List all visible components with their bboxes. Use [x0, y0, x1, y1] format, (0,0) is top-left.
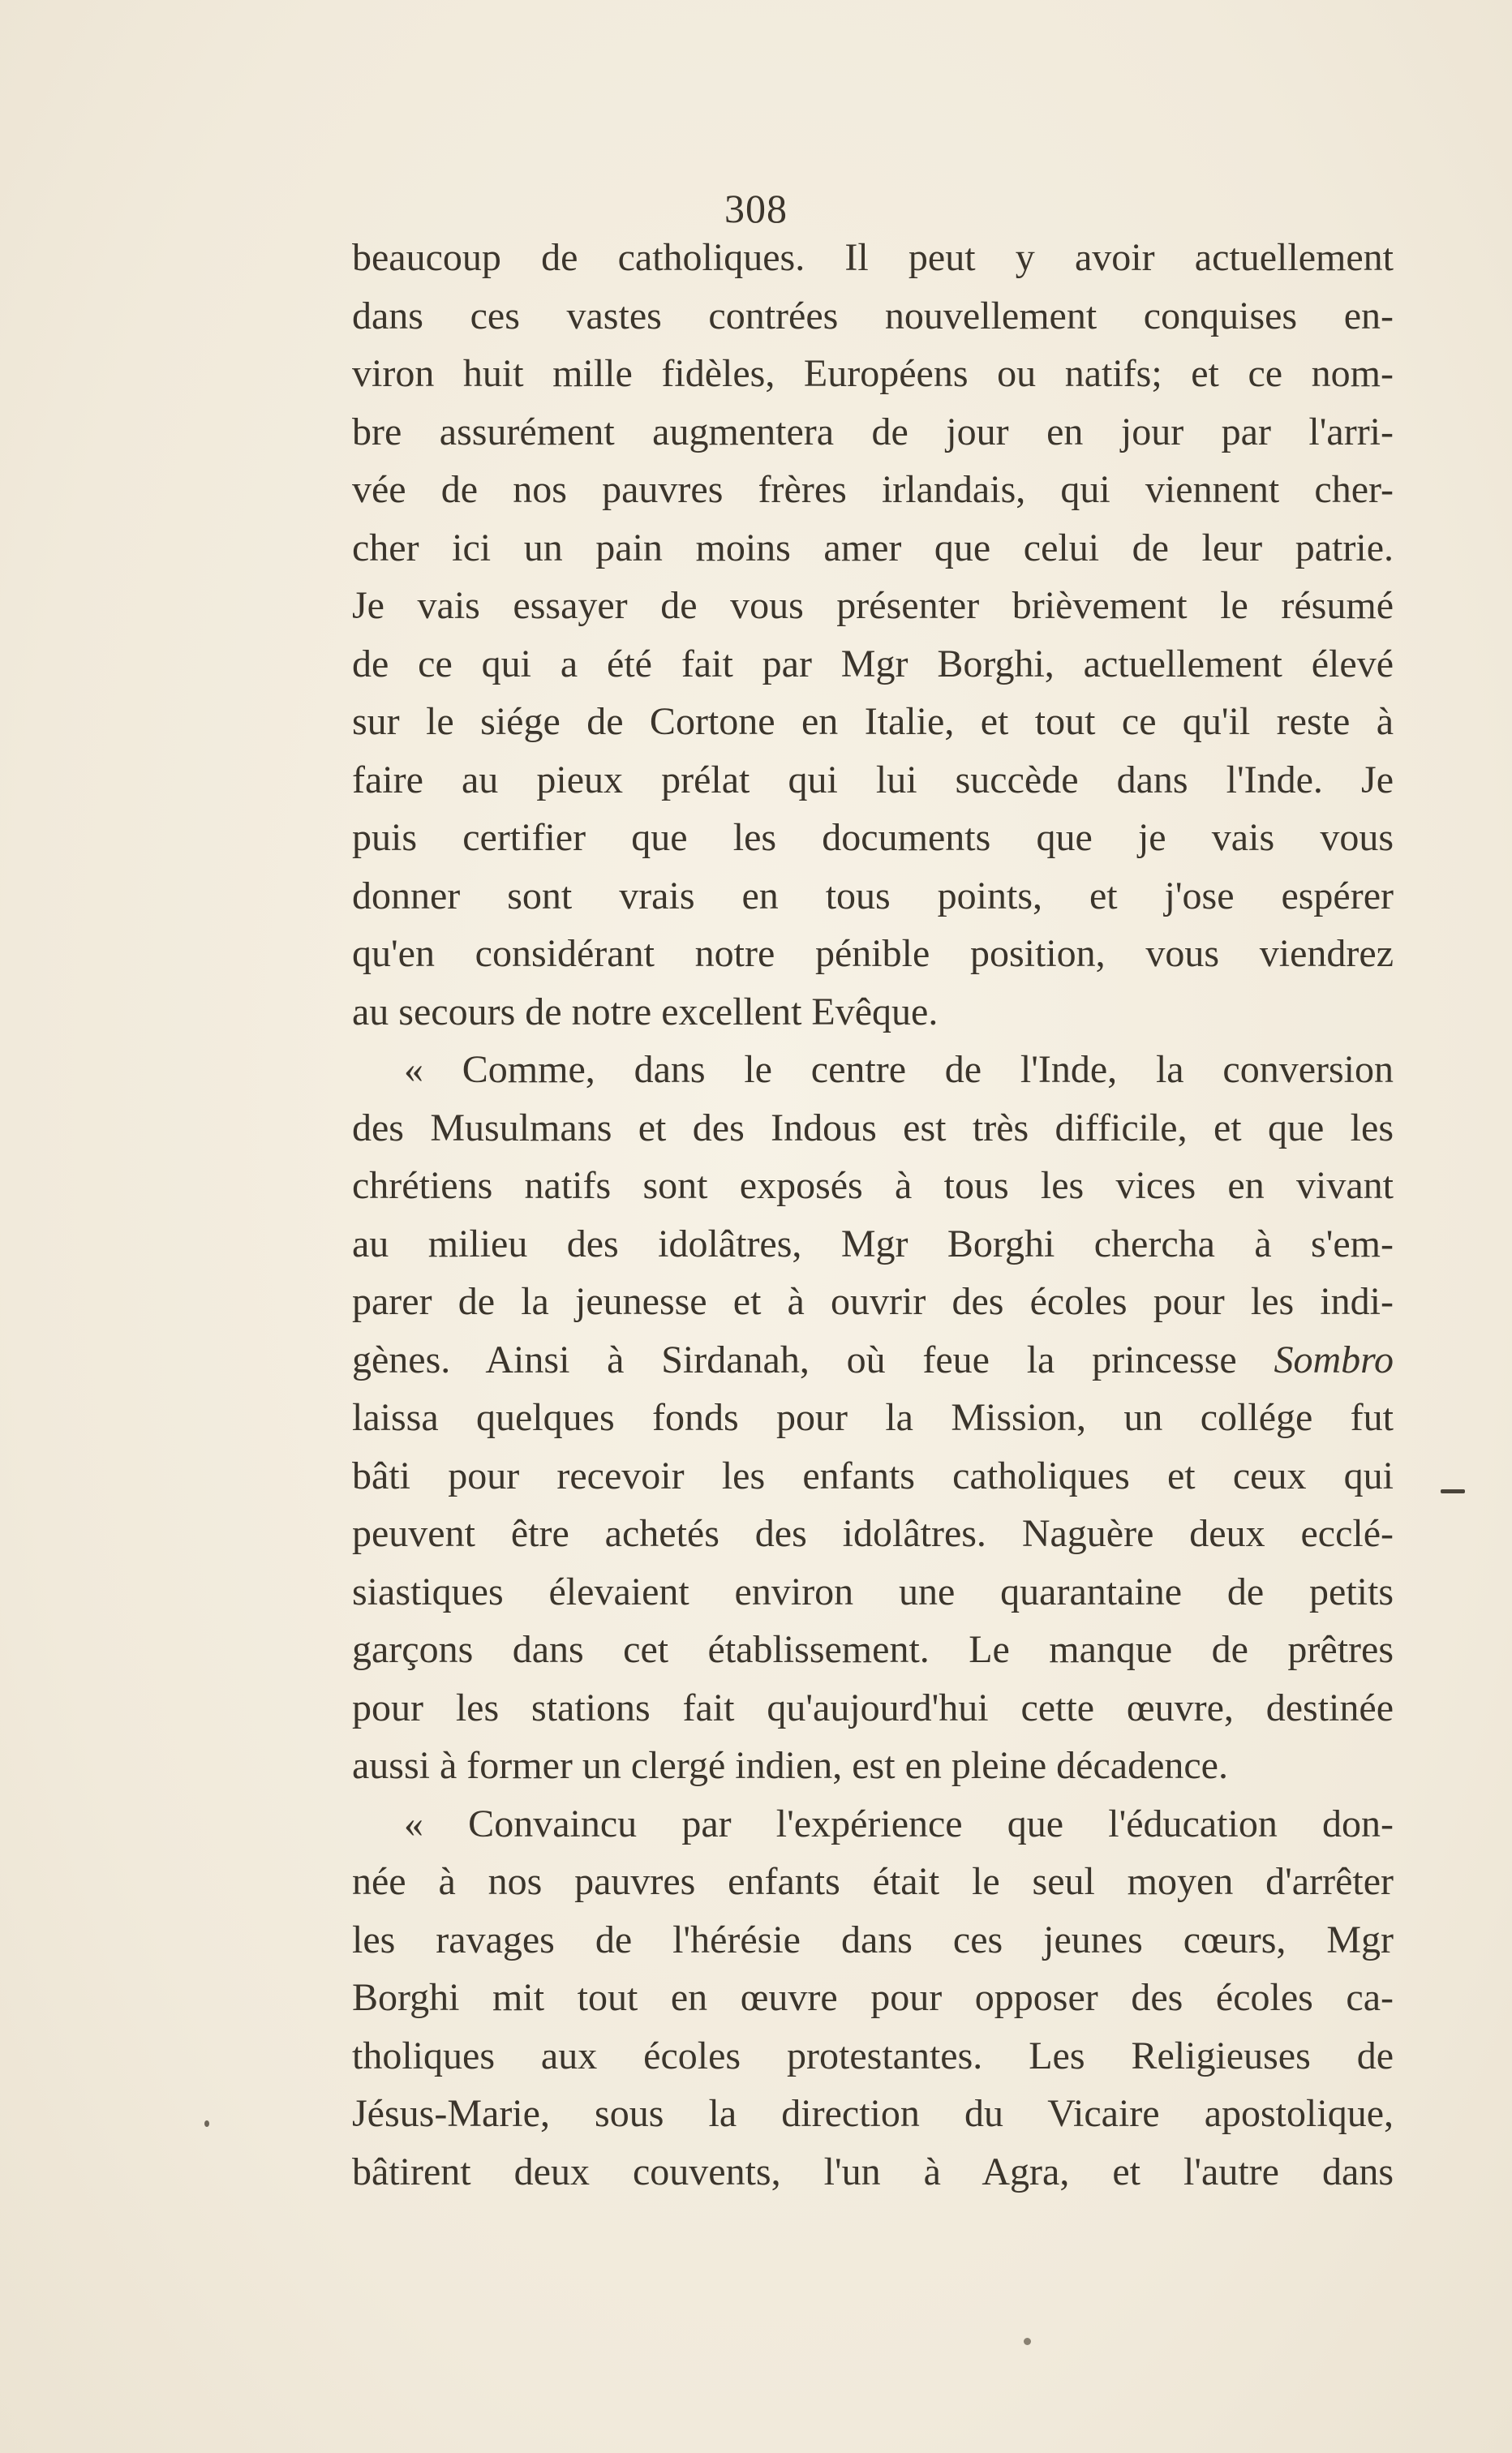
text-line: de ce qui a été fait par Mgr Borghi, actuellement élevé — [352, 642, 1394, 685]
text-line: siastiques élevaient environ une quarantaine de petits — [352, 1570, 1394, 1613]
text-line: des Musulmans et des Indous est très difficile, et que les — [352, 1106, 1394, 1149]
text-line: sur le siége de Cortone en Italie, et tout ce qu'il reste à — [352, 700, 1394, 743]
text-line-segment: gènes. Ainsi à Sirdanah, où feue la princesse — [352, 1338, 1237, 1381]
italic-name: Sombro — [1274, 1338, 1394, 1381]
text-line: qu'en considérant notre pénible position, vous viendrez — [352, 932, 1394, 975]
paragraph-start-line: « Convaincu par l'expérience que l'éducation don- — [404, 1802, 1394, 1845]
text-line: garçons dans cet établissement. Le manque de prêtres — [352, 1628, 1394, 1671]
text-line: cher ici un pain moins amer que celui de leur patrie. — [352, 526, 1394, 569]
text-line: bre assurément augmentera de jour en jour par l'arri- — [352, 410, 1394, 453]
text-line: dans ces vastes contrées nouvellement conquises en- — [352, 294, 1394, 337]
text-line: Je vais essayer de vous présenter brièvement le résumé — [352, 584, 1394, 627]
paragraph-start-line: « Comme, dans le centre de l'Inde, la conversion — [404, 1048, 1394, 1091]
text-line: tholiques aux écoles protestantes. Les Religieuses de — [352, 2034, 1394, 2077]
text-line: chrétiens natifs sont exposés à tous les vices en vivant — [352, 1164, 1394, 1207]
page-number: 308 — [724, 186, 788, 231]
body-text — [352, 229, 1394, 2201]
text-line: pour les stations fait qu'aujourd'hui cette œuvre, destinée — [352, 1686, 1394, 1729]
ink-speck — [204, 2120, 209, 2127]
text-line: Jésus-Marie, sous la direction du Vicaire apostolique, — [352, 2092, 1394, 2135]
text-line: bâti pour recevoir les enfants catholiques et ceux qui — [352, 1454, 1394, 1497]
text-line: bâtirent deux couvents, l'un à Agra, et l'autre dans — [352, 2150, 1394, 2193]
text-line: au milieu des idolâtres, Mgr Borghi chercha à s'em- — [352, 1222, 1394, 1265]
ink-speck — [1024, 2338, 1031, 2345]
text-line: vée de nos pauvres frères irlandais, qui viennent cher- — [352, 468, 1394, 511]
paragraph-end-line: aussi à former un clergé indien, est en pleine décadence. — [352, 1744, 1228, 1787]
text-line: laissa quelques fonds pour la Mission, un collége fut — [352, 1396, 1394, 1439]
text-line: puis certifier que les documents que je vais vous — [352, 816, 1394, 859]
text-line: beaucoup de catholiques. Il peut y avoir actuellement — [352, 236, 1394, 279]
text-line: faire au pieux prélat qui lui succède dans l'Inde. Je — [352, 758, 1394, 801]
text-line: les ravages de l'hérésie dans ces jeunes cœurs, Mgr — [352, 1918, 1394, 1961]
text-line: parer de la jeunesse et à ouvrir des écoles pour les indi- — [352, 1280, 1394, 1323]
text-line: née à nos pauvres enfants était le seul moyen d'arrêter — [352, 1860, 1394, 1903]
text-line: donner sont vrais en tous points, et j'ose espérer — [352, 874, 1394, 917]
text-line: peuvent être achetés des idolâtres. Naguère deux ecclé- — [352, 1512, 1394, 1555]
margin-dash-mark — [1441, 1489, 1465, 1493]
text-line — [352, 1331, 1394, 1390]
text-line: viron huit mille fidèles, Européens ou natifs; et ce nom- — [352, 352, 1394, 395]
text-line: Borghi mit tout en œuvre pour opposer des écoles ca- — [352, 1976, 1394, 2019]
paragraph-end-line: au secours de notre excellent Evêque. — [352, 990, 939, 1033]
